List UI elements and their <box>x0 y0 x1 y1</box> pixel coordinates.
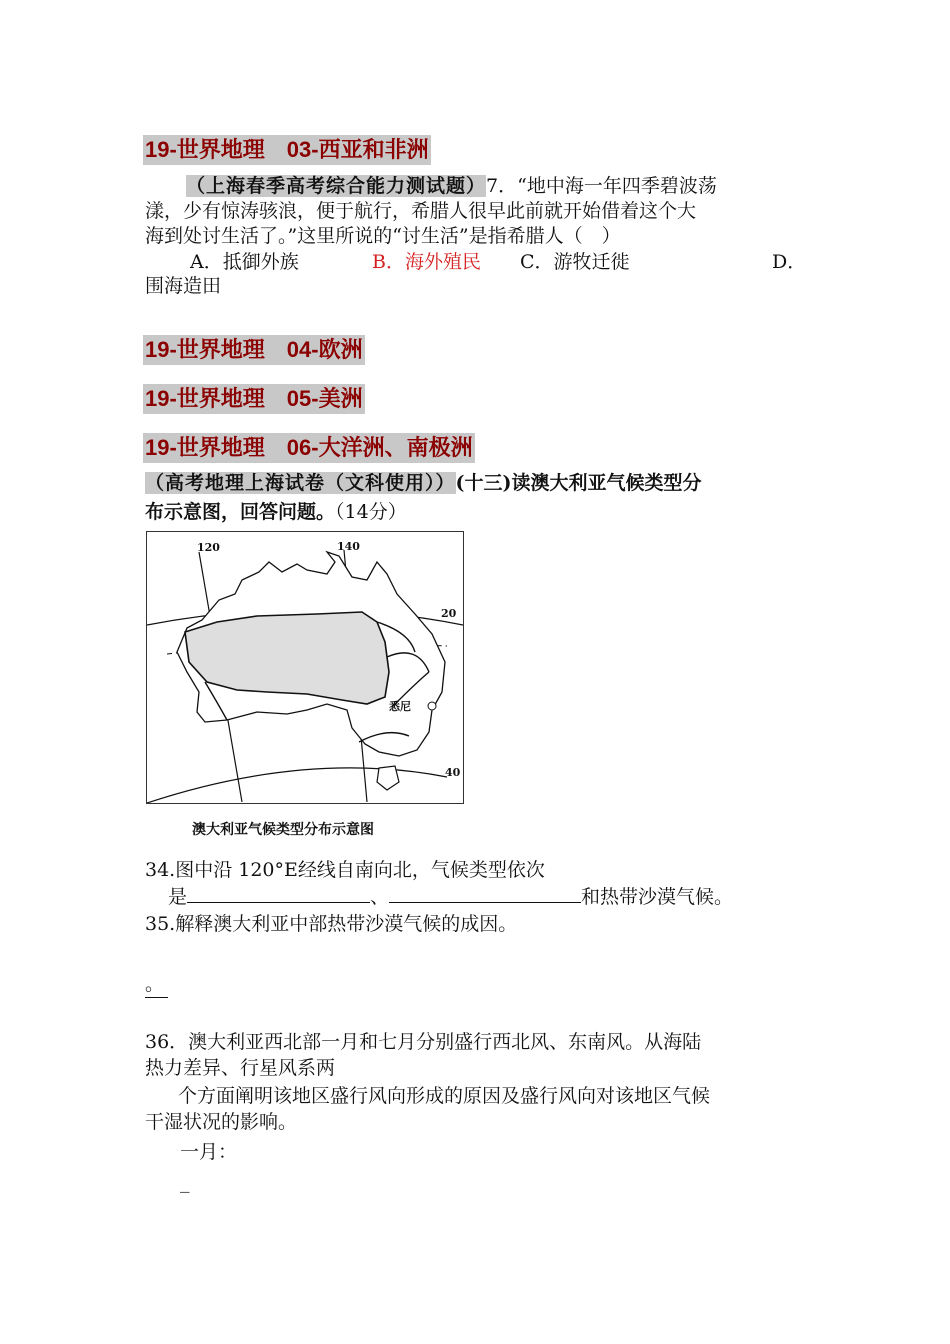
q13-intro-text-1: (十三)读澳大利亚气候类型分 <box>455 472 702 494</box>
q34-line-2 <box>168 884 733 910</box>
q35-answer-end[interactable] <box>145 972 168 998</box>
map-label-lon-120: 120 <box>197 541 220 554</box>
q36-line-4: 干湿状况的影响。 <box>145 1111 298 1133</box>
q7-option-c: C．游牧迁徙 <box>520 251 630 273</box>
tasmania-outline <box>377 766 399 790</box>
q35-end-mark: 。 <box>145 972 168 998</box>
parallel-40 <box>147 768 447 803</box>
map-label-lat-40: 40 <box>445 766 461 779</box>
q7-option-d-text: 围海造田 <box>145 275 222 297</box>
q36-line-2: 热力差异、行星风系两 <box>145 1057 336 1079</box>
q34-post: 和热带沙漠气候。 <box>581 886 734 908</box>
q7-option-d: D． <box>772 251 807 273</box>
map-caption: 澳大利亚气候类型分布示意图 <box>192 821 374 837</box>
q34-answer-blank-1[interactable] <box>187 884 370 903</box>
australia-climate-map <box>146 531 464 804</box>
q36-answer-line[interactable]: _ <box>180 1171 190 1193</box>
q7-source: （上海春季高考综合能力测试题） <box>186 175 487 197</box>
q35-line-1: 35.解释澳大利亚中部热带沙漠气候的成因。 <box>145 913 518 935</box>
q34-answer-blank-2[interactable] <box>389 884 581 903</box>
q34-sep: 、 <box>370 886 390 908</box>
q34-line-1: 34.图中沿 120°E经线自南向北，气候类型依次 <box>145 859 545 881</box>
map-label-lat-20: 20 <box>441 607 457 620</box>
q13-intro-text-2: 布示意图，回答问题。 <box>145 501 336 523</box>
section-heading-west-asia-africa: 19-世界地理 03-西亚和非洲 <box>143 135 431 165</box>
q13-source: （高考地理上海试卷（文科使用）） <box>145 472 456 494</box>
map-label-lon-140: 140 <box>337 540 360 553</box>
q13-score: （14分） <box>335 501 407 523</box>
q36-january-label: 一月： <box>180 1141 238 1163</box>
q34-pre: 是 <box>168 886 188 908</box>
section-heading-americas: 19-世界地理 05-美洲 <box>143 384 365 414</box>
q7-line-3: 海到处讨生活了。”这里所说的“讨生活”是指希腊人（ ） <box>145 225 621 247</box>
q7-text-1: 7．“地中海一年四季碧波荡 <box>486 175 717 197</box>
map-label-sydney: 悉尼 <box>389 700 411 713</box>
q7-line-2: 漾，少有惊涛骇浪，便于航行，希腊人很早此前就开始借着这个大 <box>145 200 697 222</box>
q36-line-1: 36．澳大利亚西北部一月和七月分别盛行西北风、东南风。从海陆 <box>145 1031 702 1053</box>
sydney-marker <box>428 702 436 710</box>
q13-intro-line-2 <box>145 500 407 525</box>
q7-line-1 <box>186 174 717 199</box>
section-heading-europe: 19-世界地理 04-欧洲 <box>143 335 365 365</box>
q13-intro-line-1 <box>145 471 702 496</box>
q7-option-b: B．海外殖民 <box>372 251 481 273</box>
map-svg <box>147 532 463 803</box>
section-heading-oceania-antarctica: 19-世界地理 06-大洋洲、南极洲 <box>143 433 475 463</box>
q7-option-a: A．抵御外族 <box>190 251 299 273</box>
q36-line-3: 个方面阐明该地区盛行风向形成的原因及盛行风向对该地区气候 <box>178 1085 711 1107</box>
